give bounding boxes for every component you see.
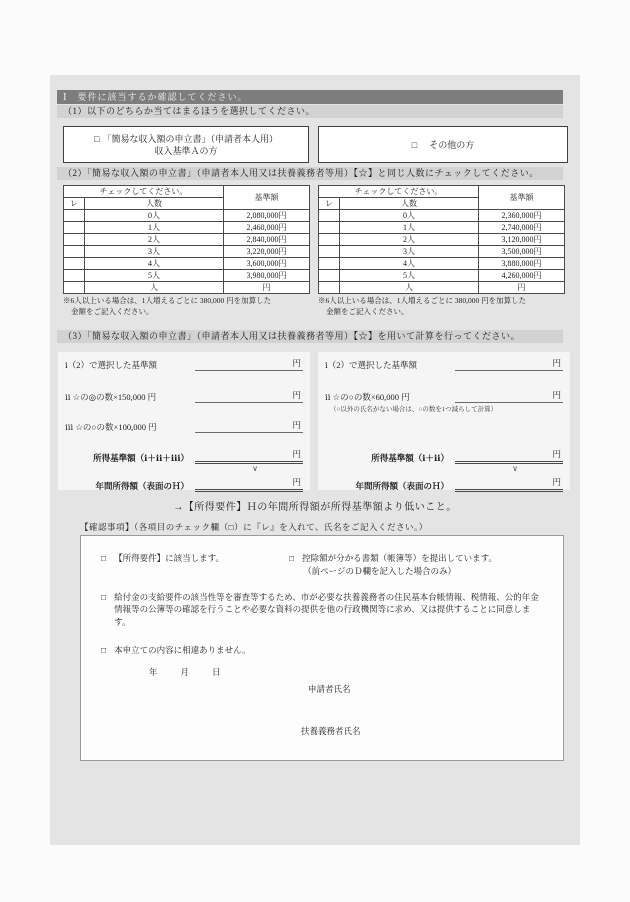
table-row bbox=[64, 258, 310, 270]
confirmation-row-1 bbox=[101, 552, 545, 578]
calc-right-annual-label: 年間所得額（表面のＨ） bbox=[355, 481, 449, 491]
calc-right-row-ii-label: ⅱ ☆の○の数×60,000 円 bbox=[325, 392, 410, 402]
confirm-item-truth bbox=[101, 644, 545, 657]
less-than-mark: ∨ bbox=[252, 464, 258, 473]
checkbox[interactable]: □ bbox=[101, 591, 107, 602]
confirm-item-consent bbox=[101, 591, 545, 629]
table-dependent bbox=[318, 185, 565, 294]
check-cell[interactable] bbox=[64, 210, 85, 222]
calc-left-total-input[interactable]: 円 bbox=[195, 448, 303, 464]
calc-left-total-row bbox=[65, 448, 303, 464]
calc-left-row-ii bbox=[65, 389, 303, 403]
calc-left-row-i-input[interactable]: 円 bbox=[195, 357, 303, 371]
calc-right-row-i bbox=[325, 357, 563, 371]
confirm-item-income bbox=[101, 552, 289, 578]
confirmation-box bbox=[80, 535, 564, 761]
calc-left-annual-row bbox=[65, 476, 303, 492]
table-row bbox=[64, 222, 310, 234]
calc-right-total-row bbox=[325, 448, 563, 464]
confirm-item-deduction bbox=[289, 552, 497, 578]
calc-box-left bbox=[58, 352, 310, 490]
confirm-item-deduction-lines bbox=[302, 552, 497, 578]
check-cell[interactable] bbox=[64, 222, 85, 234]
option-a-line2: 収入基準Ａの方 bbox=[154, 145, 218, 156]
table-left-people-header: 人数 bbox=[85, 198, 224, 210]
table-applicant bbox=[63, 185, 310, 294]
people-cell: 4人 bbox=[340, 258, 479, 270]
checkbox[interactable]: □ bbox=[289, 553, 295, 563]
calc-left-row-i bbox=[65, 357, 303, 371]
amount-cell: 4,260,000円 bbox=[479, 270, 565, 282]
people-cell[interactable]: 人 bbox=[340, 282, 479, 294]
amount-cell: 3,220,000円 bbox=[224, 246, 310, 258]
calc-left-row-iii-input[interactable]: 円 bbox=[195, 419, 303, 433]
table-left-amount-header: 基準額 bbox=[224, 186, 310, 210]
check-cell[interactable] bbox=[319, 270, 340, 282]
note-line1: ※6人以上いる場合は、1人増えるごとに 380,000 円を加算した bbox=[318, 296, 527, 305]
calc-left-row-iii bbox=[65, 419, 303, 433]
form-document bbox=[50, 75, 580, 845]
calc-right-annual-row bbox=[325, 476, 563, 492]
option-income-standard-a[interactable] bbox=[63, 126, 309, 163]
people-cell: 0人 bbox=[85, 210, 224, 222]
option-a-line1 bbox=[94, 133, 278, 145]
table-row bbox=[64, 234, 310, 246]
table-right-mark-header: レ bbox=[319, 198, 340, 210]
table-right-amount-header: 基準額 bbox=[479, 186, 565, 210]
calc-right-row-i-label: ⅰ（2）で選択した基準額 bbox=[325, 360, 417, 370]
check-cell[interactable] bbox=[319, 210, 340, 222]
calc-right-total-input[interactable]: 円 bbox=[455, 448, 563, 464]
amount-cell: 3,500,000円 bbox=[479, 246, 565, 258]
calc-left-total-label: 所得基準額（ⅰ＋ⅱ＋ⅲ） bbox=[93, 453, 189, 463]
amount-cell: 3,120,000円 bbox=[479, 234, 565, 246]
table-row bbox=[319, 210, 565, 222]
people-cell: 3人 bbox=[85, 246, 224, 258]
calc-right-annual-input[interactable]: 円 bbox=[455, 476, 563, 492]
option-a-checkbox[interactable]: □ bbox=[94, 133, 100, 144]
table-right-check-header: チェックしてください。 bbox=[319, 186, 479, 198]
confirm-item-deduction-text: 控除額が分かる書類（帳簿等）を提出しています。 bbox=[302, 553, 497, 563]
option-b-checkbox[interactable]: □ bbox=[411, 139, 418, 150]
confirm-item-consent-text: 給付金の支給要件の該当性等を審査等するため、市が必要な扶養義務者の住民基本台帳情報、税情報、公的年金情報等の公簿等の確認を行うことや必要な資料の提供を他の行政機関等に求め、又は提供することに同意します。 bbox=[114, 591, 539, 627]
people-cell[interactable]: 人 bbox=[85, 282, 224, 294]
amount-cell: 3,600,000円 bbox=[224, 258, 310, 270]
table-row bbox=[319, 234, 565, 246]
standard-amount-table-right bbox=[318, 185, 565, 317]
table-row bbox=[319, 246, 565, 258]
table-row bbox=[64, 282, 310, 294]
amount-cell: 2,840,000円 bbox=[224, 234, 310, 246]
amount-cell[interactable]: 円 bbox=[479, 282, 565, 294]
table-row bbox=[319, 222, 565, 234]
section-1-1-label: （1）以下のどちらか当てはまるほうを選択してください。 bbox=[57, 105, 563, 118]
section1-title-bar: Ⅰ 要件に該当するか確認してください。 bbox=[57, 90, 563, 104]
note-line1: ※6人以上いる場合は、1人増えるごとに 380,000 円を加算した bbox=[63, 296, 272, 305]
option-b-line bbox=[412, 139, 474, 151]
people-cell: 2人 bbox=[85, 234, 224, 246]
calc-left-row-iii-label: ⅲ ☆の○の数×100,000 円 bbox=[65, 422, 157, 432]
check-cell[interactable] bbox=[319, 258, 340, 270]
table-left-mark-header: レ bbox=[64, 198, 85, 210]
calc-right-row-ii bbox=[325, 389, 563, 403]
calc-box-right bbox=[318, 352, 570, 490]
people-cell: 5人 bbox=[340, 270, 479, 282]
table-row bbox=[319, 258, 565, 270]
amount-cell: 2,080,000円 bbox=[224, 210, 310, 222]
check-cell[interactable] bbox=[319, 282, 340, 294]
check-cell[interactable] bbox=[64, 258, 85, 270]
table-row bbox=[319, 282, 565, 294]
table-left-note bbox=[63, 296, 310, 317]
people-cell: 0人 bbox=[340, 210, 479, 222]
calc-right-note: （○以外の氏名がない場合は、○の数を1つ減らして計算） bbox=[330, 406, 498, 413]
people-cell: 1人 bbox=[340, 222, 479, 234]
check-cell[interactable] bbox=[64, 282, 85, 294]
table-row bbox=[64, 210, 310, 222]
check-cell[interactable] bbox=[319, 222, 340, 234]
confirmation-title: 【確認事項】（各項目のチェック欄（□）に『レ』を入れて、氏名をご記入ください。） bbox=[80, 522, 428, 532]
amount-cell: 2,360,000円 bbox=[479, 210, 565, 222]
applicant-name-field[interactable]: 申請者氏名 bbox=[308, 684, 351, 695]
standard-amount-table-left bbox=[63, 185, 310, 317]
people-cell: 3人 bbox=[340, 246, 479, 258]
date-field[interactable]: 年 月 日 bbox=[149, 666, 223, 677]
people-cell: 4人 bbox=[85, 258, 224, 270]
confirm-item-deduction-note: （前ページのＤ欄を記入した場合のみ） bbox=[303, 565, 456, 576]
calc-right-row-i-input[interactable]: 円 bbox=[455, 357, 563, 371]
people-cell: 5人 bbox=[85, 270, 224, 282]
note-line2: 金額をご記入ください。 bbox=[326, 306, 409, 316]
less-than-mark: ∨ bbox=[512, 464, 518, 473]
calc-right-total-label: 所得基準額（ⅰ＋ⅱ） bbox=[371, 453, 449, 463]
option-b-text: その他の方 bbox=[429, 139, 475, 150]
calc-left-row-ii-input[interactable]: 円 bbox=[195, 389, 303, 403]
table-row bbox=[319, 270, 565, 282]
amount-cell: 3,980,000円 bbox=[224, 270, 310, 282]
people-cell: 1人 bbox=[85, 222, 224, 234]
table-left-check-header: チェックしてください。 bbox=[64, 186, 224, 198]
check-cell[interactable] bbox=[319, 246, 340, 258]
section-1-3-label: （3）「簡易な収入額の申立書」（申請者本人用又は扶養義務者等用）【☆】を用いて計算を行ってください。 bbox=[57, 330, 563, 343]
check-cell[interactable] bbox=[64, 234, 85, 246]
table-right-people-header: 人数 bbox=[340, 198, 479, 210]
amount-cell[interactable]: 円 bbox=[224, 282, 310, 294]
dependent-name-field[interactable]: 扶養義務者氏名 bbox=[301, 726, 361, 736]
confirm-item-truth-text: 本申立ての内容に相違ありません。 bbox=[114, 644, 251, 655]
calc-left-row-i-label: ⅰ（2）で選択した基準額 bbox=[65, 360, 157, 370]
checkbox[interactable]: □ bbox=[101, 644, 107, 655]
amount-cell: 2,740,000円 bbox=[479, 222, 565, 234]
checkbox[interactable]: □ bbox=[101, 553, 107, 563]
calc-right-row-ii-input[interactable]: 円 bbox=[455, 389, 563, 403]
option-other[interactable] bbox=[318, 126, 568, 163]
amount-cell: 3,880,000円 bbox=[479, 258, 565, 270]
note-line2: 金額をご記入ください。 bbox=[71, 306, 154, 316]
table-row bbox=[64, 246, 310, 258]
option-a-text: 「簡易な収入額の申立書」（申請者本人用） bbox=[102, 133, 278, 144]
table-right-note bbox=[318, 296, 565, 317]
confirm-item-income-text: 【所得要件】に該当します。 bbox=[114, 553, 224, 563]
check-cell[interactable] bbox=[64, 270, 85, 282]
section-1-2-label: （2）「簡易な収入額の申立書」（申請者本人用又は扶養義務者等用）【☆】と同じ人数にチェックしてください。 bbox=[57, 167, 563, 180]
check-cell[interactable] bbox=[319, 234, 340, 246]
table-row bbox=[64, 270, 310, 282]
calc-left-annual-label: 年間所得額（表面のＨ） bbox=[95, 481, 189, 491]
amount-cell: 2,460,000円 bbox=[224, 222, 310, 234]
income-requirement-conclusion: →【所得要件】Ｈの年間所得額が所得基準額より低いこと。 bbox=[173, 502, 457, 513]
calc-left-row-ii-label: ⅱ ☆の◎の数×150,000 円 bbox=[65, 392, 157, 402]
people-cell: 2人 bbox=[340, 234, 479, 246]
check-cell[interactable] bbox=[64, 246, 85, 258]
calc-left-annual-input[interactable]: 円 bbox=[195, 476, 303, 492]
